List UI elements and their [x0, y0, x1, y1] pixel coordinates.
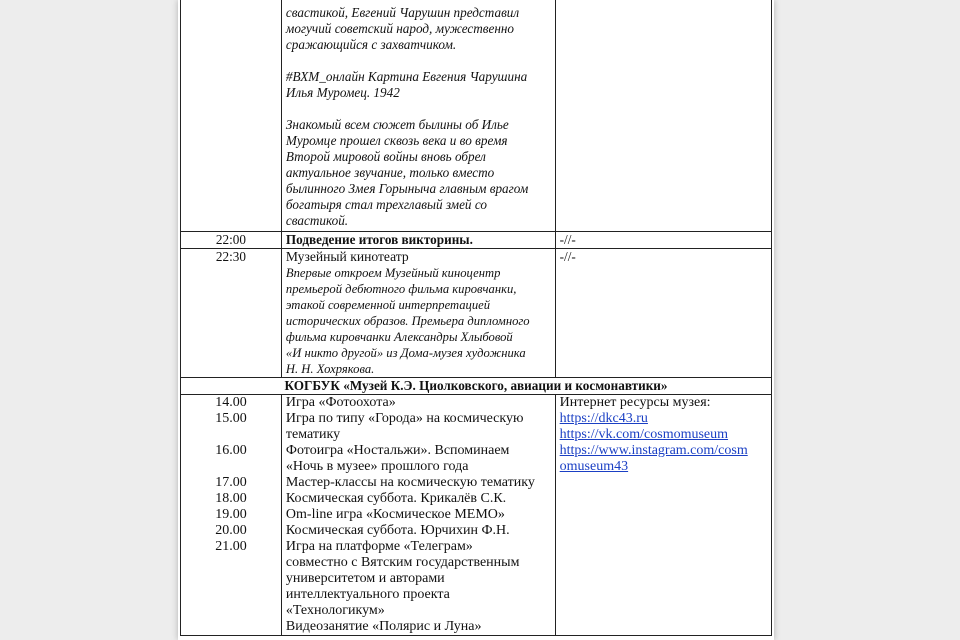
text-line: исторических образов. Премьера дипломного [285, 314, 530, 328]
time-value: 14.00 [215, 395, 247, 410]
resources-cell [555, 395, 771, 636]
text-line: актуальное звучание, только вместо [285, 165, 495, 180]
event-cell [281, 249, 555, 378]
info-cell: -//- [555, 249, 771, 378]
text-line: свастикой. [285, 213, 349, 228]
text-line: «И никто другой» из Дома-музея художника [285, 346, 526, 360]
event-item: Игра по типу «Города» на космическую тематику [285, 411, 524, 442]
time-list [181, 395, 282, 636]
event-description [286, 265, 551, 377]
text-line: Муромце прошел сквозь века и во время [285, 133, 508, 148]
text-line: могучий советский народ, мужественно [285, 21, 515, 36]
text-line: Впервые откроем Музейный киноцентр [285, 266, 501, 280]
event-item: Мастер-классы на космическую тематику [285, 475, 535, 490]
text-line: сражающийся с захватчиком. [285, 37, 457, 52]
event-cell [281, 0, 555, 232]
time-value: 15.00 [215, 411, 247, 426]
info-cell [555, 0, 771, 232]
text-line: богатыря стал трехглавый змей со [285, 197, 487, 212]
text-line: Второй мировой войны вновь обрел [285, 149, 486, 164]
hashtag-line: Илья Муромец. 1942 [285, 85, 400, 100]
event-list [281, 395, 555, 636]
event-title: Музейный кинотеатр [285, 249, 409, 264]
time-cell: 22:00 [181, 232, 282, 249]
text-line: Знакомый всем сюжет былины об Илье [285, 117, 509, 132]
event-item: Космическая суббота. Крикалёв С.К. [285, 491, 507, 506]
text-line: фильма кировчанки Александры Хлыбовой [285, 330, 513, 344]
text-line: былинного Змея Горыныча главным врагом [285, 181, 529, 196]
schedule-table [180, 0, 772, 636]
info-cell: -//- [555, 232, 771, 249]
table-row [181, 232, 772, 249]
event-item: Игра «Фотоохота» [285, 395, 396, 410]
vk-link[interactable]: https://vk.com/cosmomuseum [559, 427, 729, 442]
text-line: этакой современной интерпретацией [285, 298, 491, 312]
time-value: 17.00 [215, 475, 247, 490]
instagram-link-continued[interactable]: omuseum43 [559, 459, 629, 474]
section-title: КОГБУК «Музей К.Э. Циолковского, авиации и космонавтики» [181, 378, 772, 395]
instagram-link[interactable]: https://www.instagram.com/cosm [559, 443, 748, 458]
document-page [178, 0, 774, 640]
event-item: Om-line игра «Космическое МЕМО» [285, 507, 505, 522]
table-row [181, 0, 772, 232]
event-item: Игра на платформе «Телеграм» совместно с Вятским государственным университетом и авторами интеллектуального проекта «Технологикум» Видеозанятие «Полярис и Луна» [285, 539, 520, 634]
hashtag-line: #ВХМ_онлайн Картина Евгения Чарушина [285, 69, 528, 84]
time-value: 19.00 [215, 507, 247, 522]
site-link[interactable]: https://dkc43.ru [559, 411, 648, 426]
time-cell [181, 0, 282, 232]
table-row [181, 249, 772, 378]
time-value: 21.00 [215, 539, 247, 554]
text-line: свастикой, Евгений Чарушин представил [285, 5, 520, 20]
section-row [181, 378, 772, 395]
time-value: 18.00 [215, 491, 247, 506]
resources-label: Интернет ресурсы музея: [559, 395, 711, 410]
text-line: премьерой дебютного фильма кировчанки, [285, 282, 517, 296]
time-value: 16.00 [215, 443, 247, 458]
event-item: Фотоигра «Ностальжи». Вспоминаем «Ночь в музее» прошлого года [285, 443, 510, 474]
table-row [181, 395, 772, 636]
time-cell: 22:30 [181, 249, 282, 378]
time-value: 20.00 [215, 523, 247, 538]
event-item: Космическая суббота. Юрчихин Ф.Н. [285, 523, 510, 538]
text-line: Н. Н. Хохрякова. [285, 362, 375, 376]
event-cell: Подведение итогов викторины. [281, 232, 555, 249]
